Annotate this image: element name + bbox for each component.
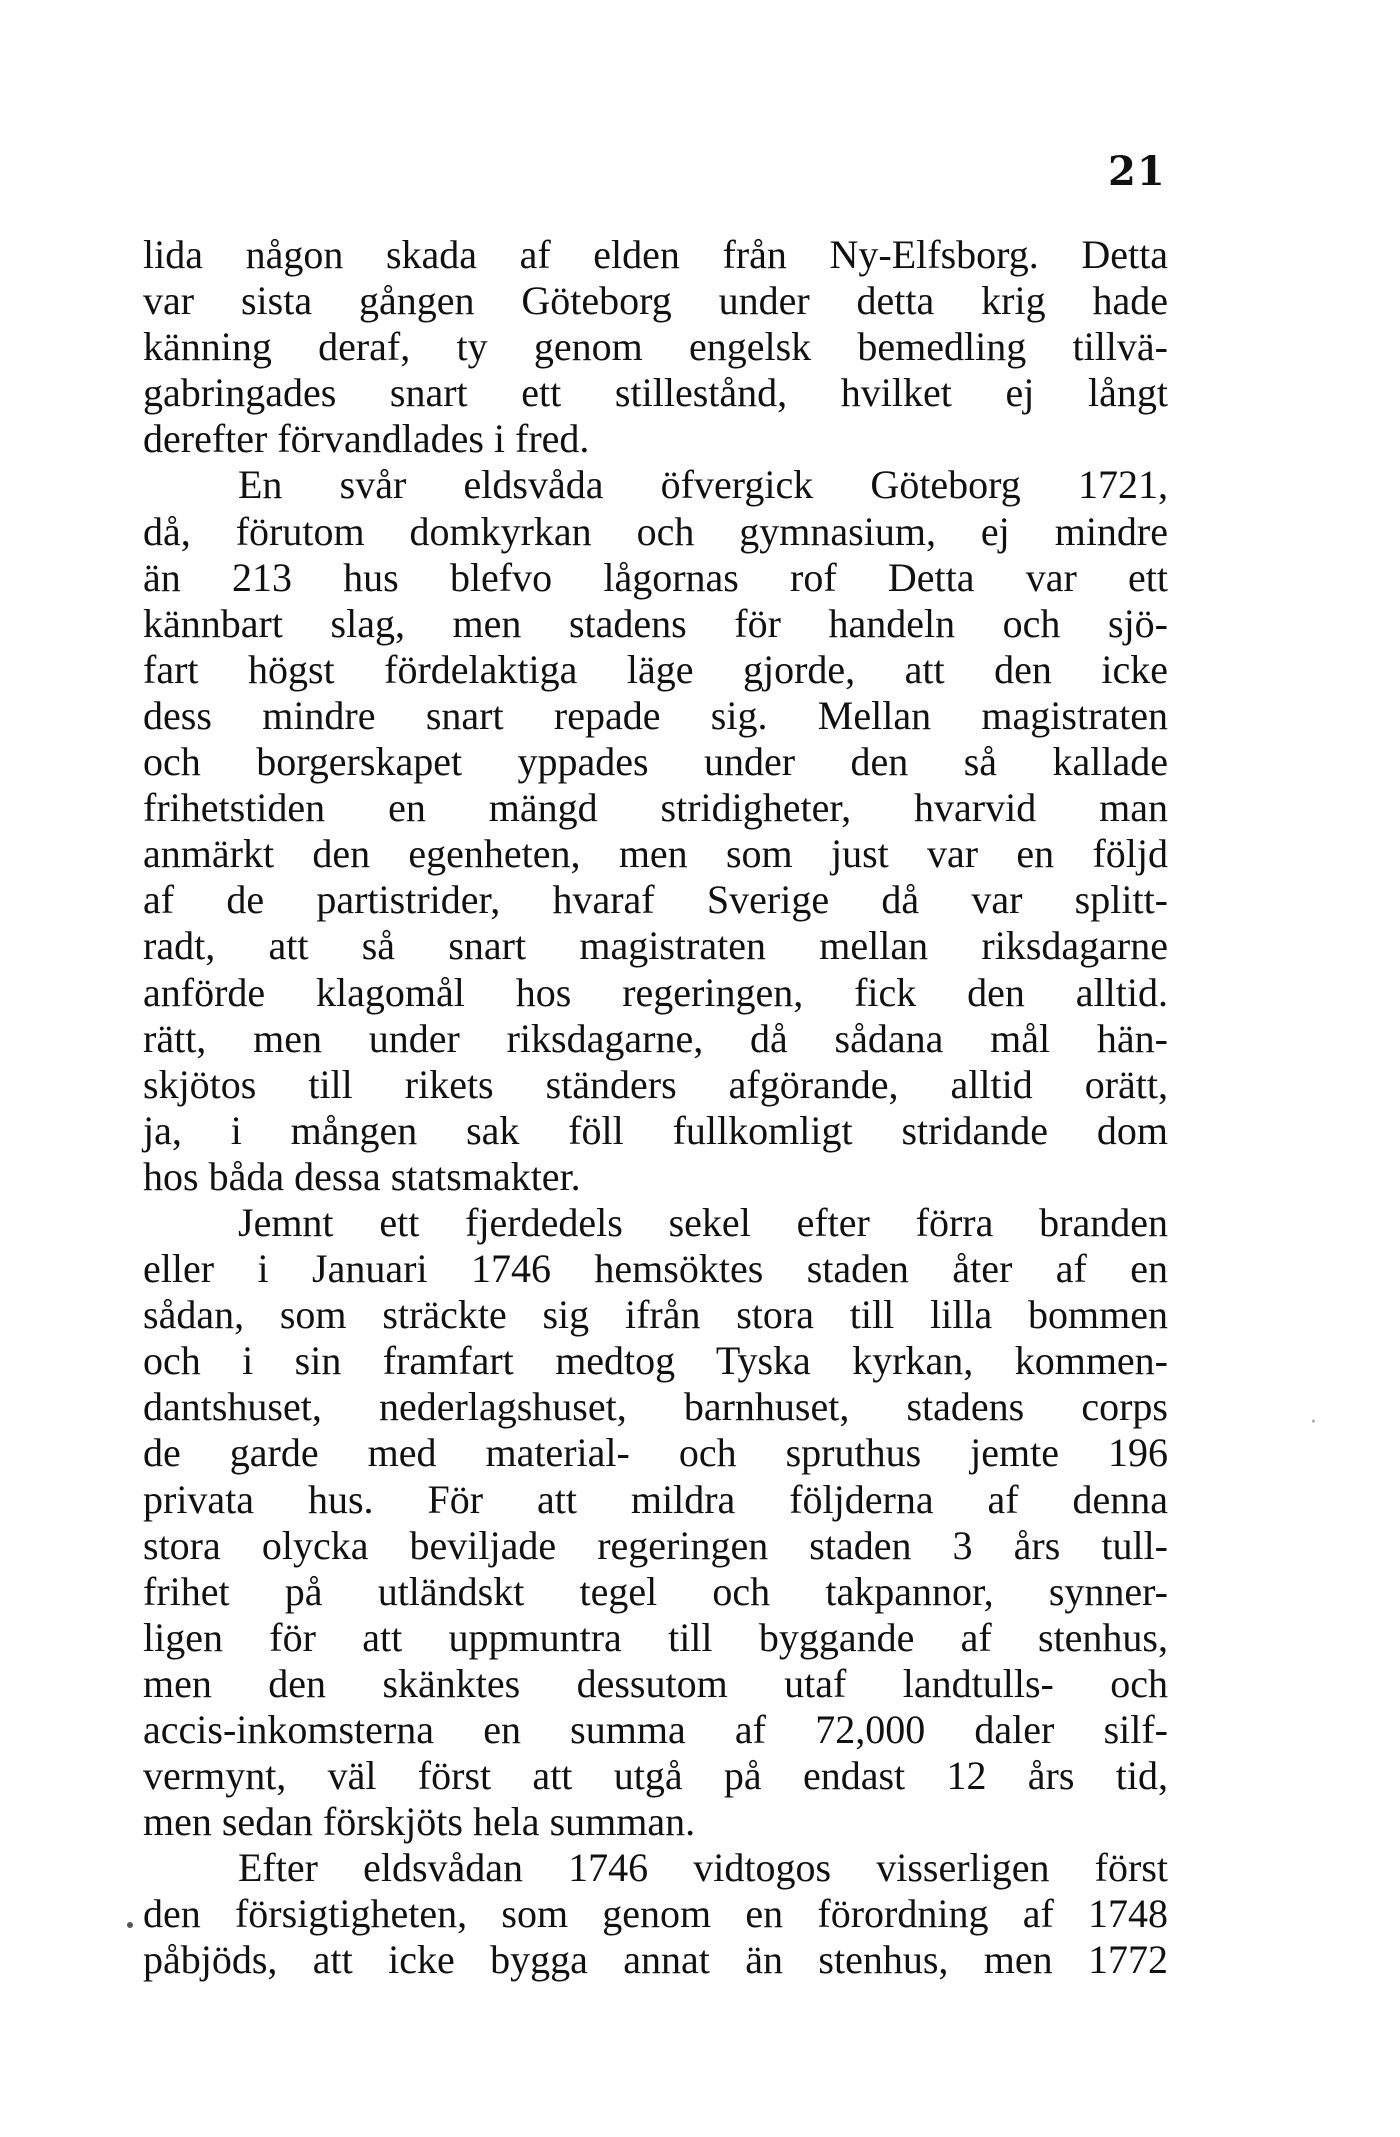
page-number: 21: [1108, 148, 1166, 195]
text-line: gabringades snart ett stillestånd, hvilket ej långt: [143, 370, 1168, 416]
text-line: och i sin framfart medtog Tyska kyrkan, kommen-: [143, 1338, 1168, 1384]
text-line: frihet på utländskt tegel och takpannor, synner-: [143, 1568, 1168, 1614]
text-line: ligen för att uppmuntra till byggande af stenhus,: [143, 1614, 1168, 1660]
text-line: ja, i mången sak föll fullkomligt stridande dom: [143, 1107, 1168, 1153]
text-line: den försigtigheten, som genom en förordning af 1748: [143, 1891, 1168, 1937]
text-line: kännbart slag, men stadens för handeln och sjö-: [143, 600, 1168, 646]
text-line: men sedan förskjöts hela summan.: [143, 1799, 696, 1845]
text-line: En svår eldsvåda öfvergick Göteborg 1721,: [238, 462, 1168, 508]
text-line: de garde med material- och spruthus jemte 196: [143, 1430, 1168, 1476]
text-line: men den skänktes dessutom utaf landtulls- och: [143, 1660, 1168, 1706]
text-line: rätt, men under riksdagarne, då sådana mål hän-: [143, 1015, 1168, 1061]
text-line: sådan, som sträckte sig ifrån stora till lilla bommen: [143, 1292, 1168, 1338]
text-line: dantshuset, nederlagshuset, barnhuset, stadens corps: [143, 1384, 1168, 1430]
text-line: hos båda dessa statsmakter.: [143, 1153, 581, 1199]
text-line: och borgerskapet yppades under den så kallade: [143, 739, 1168, 785]
text-line: radt, att så snart magistraten mellan riksdagarne: [143, 923, 1168, 969]
text-line: anförde klagomål hos regeringen, fick den alltid.: [143, 969, 1168, 1015]
stray-ink-dot: [127, 1922, 133, 1928]
text-line: än 213 hus blefvo lågornas rof Detta var ett: [143, 554, 1168, 600]
text-line: dess mindre snart repade sig. Mellan magistraten: [143, 692, 1168, 738]
text-line: fart högst fördelaktiga läge gjorde, att den icke: [143, 646, 1168, 692]
text-line: af de partistrider, hvaraf Sverige då var splitt-: [143, 877, 1168, 923]
body-text: [143, 232, 1168, 1984]
text-line: anmärkt den egenheten, men som just var en följd: [143, 831, 1168, 877]
text-line: känning deraf, ty genom engelsk bemedling tillvä-: [143, 324, 1168, 370]
text-line: då, förutom domkyrkan och gymnasium, ej mindre: [143, 508, 1168, 554]
text-line: accis-inkomsterna en summa af 72,000 daler silf-: [143, 1707, 1168, 1752]
text-line: eller i Januari 1746 hemsöktes staden åter af en: [143, 1246, 1168, 1292]
text-line: Jemnt ett fjerdedels sekel efter förra branden: [238, 1199, 1168, 1245]
text-line: påbjöds, att icke bygga annat än stenhus, men 1772: [143, 1937, 1168, 1983]
text-line: stora olycka beviljade regeringen staden 3 års tull-: [143, 1522, 1168, 1568]
text-line: vermynt, väl först att utgå på endast 12 års tid,: [143, 1753, 1168, 1799]
text-line: var sista gången Göteborg under detta krig hade: [143, 278, 1168, 324]
stray-ink-mark: ·: [1310, 1410, 1317, 1435]
text-line: Efter eldsvådan 1746 vidtogos visserligen först: [238, 1845, 1168, 1891]
text-line: frihetstiden en mängd stridigheter, hvarvid man: [143, 785, 1168, 831]
text-line: derefter förvandlades i fred.: [143, 416, 590, 462]
text-line: skjötos till rikets ständers afgörande, alltid orätt,: [143, 1061, 1168, 1107]
text-line: privata hus. För att mildra följderna af denna: [143, 1476, 1168, 1522]
text-line: lida någon skada af elden från Ny-Elfsborg. Detta: [143, 232, 1168, 277]
